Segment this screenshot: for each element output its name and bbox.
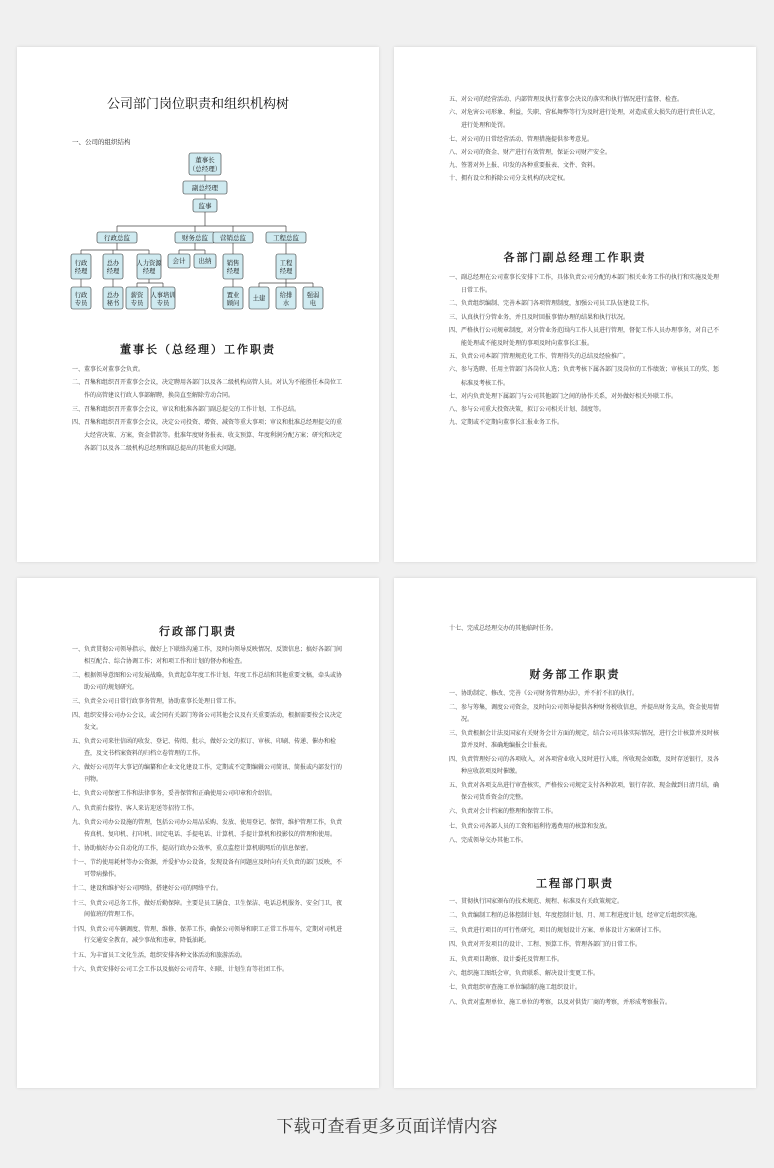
org-chart	[17, 47, 379, 317]
deputy-duties-title: 各部门副总经理工作职责	[503, 251, 647, 264]
document-page-1	[17, 47, 379, 562]
org-text-chairman: 董事长	[195, 156, 215, 164]
org-text-property-consultant: 置业顾问	[226, 292, 240, 307]
deputy-duties-list	[449, 271, 720, 429]
duty-item: 一、副总经理在公司董事长安排下工作，具体负责公司分配的本部门相关业务工作的执行和实施及处理日常工作。	[449, 274, 720, 295]
duty-item: 三、负责进行项目的可行性研究，项目的规划设计方案、单体设计方案研讨工作。	[449, 926, 666, 934]
document-page-3	[17, 578, 379, 1088]
org-text-sales-director: 营销总监	[220, 234, 246, 242]
duty-item: 五、负责公司来往信函的收发、登记、传阅、批示，做好公文的拟订、审核、印刷、传递、催办和检查，及文书档案资料的归档立卷管理的工作。	[72, 738, 337, 757]
finance-duties-list	[449, 688, 720, 850]
admin-duties-title: 行政部门职责	[159, 625, 237, 638]
duty-item: 九、签署对外上报、印发的各种重要报表、文件、资料。	[449, 162, 600, 170]
duty-item: 十、协助搞好办公自动化的工作，提高行政办公效率，重点监控计算机联网后的信息保密。	[72, 845, 313, 853]
document-title: 公司部门岗位职责和组织机构树	[106, 97, 289, 112]
duty-item: 八、对公司的资金、财产进行有效管理，保证公司财产安全。	[449, 148, 612, 156]
engineering-duties-title: 工程部门职责	[536, 877, 614, 890]
org-text-engineering-manager: 工程经理	[279, 260, 293, 275]
org-section-label: 一、公司的组织结构	[72, 138, 131, 146]
org-text-plumbing: 给排水	[279, 292, 293, 307]
org-text-payroll-staff: 薪资专员	[130, 292, 144, 307]
duty-item: 八、负责对监理单位、施工单位的考察，以及对供货厂商的考察，并形成考察报告。	[449, 998, 672, 1006]
chairman-duties-title: 董事长（总经理）工作职责	[120, 343, 276, 356]
duty-item: 二、召集和组织召开董事会会议，决定聘用各部门以及各二级机构高管人员。对认为不能胜任本岗位工作的高管建议行政人事部解聘，换岗直至解除劳动合同。	[72, 379, 343, 400]
duty-item: 四、组织安排公司办公会议，或会同有关部门筹备公司其他会议及有关重要活动，根据需要按会议决定发文。	[72, 712, 343, 731]
document-page-4	[394, 578, 756, 1088]
duty-item: 六、负责对会计档案的整理和保管工作。	[449, 808, 558, 816]
duty-item: 七、负责组织审查施工单位编制的施工组织设计。	[449, 984, 582, 992]
org-text-deputy: 副总经理	[192, 184, 218, 192]
duty-item: 九、负责公司办公设施的管理，包括公司办公用品采购、发放、使用登记、保管，维护管理工作，负责传真机、复印机、打印机、固定电话、手提电话、计算机、手提计算机和投影仪的管理和使用。	[72, 819, 343, 838]
duty-item: 十、拥有设立和拆除公司分支机构的决定权。	[449, 175, 570, 183]
duty-item: 四、负责对开发项目的设计、工程、预算工作，管理各部门的日常工作。	[449, 941, 642, 949]
org-text-admin-manager: 行政经理	[74, 260, 88, 275]
duty-item: 六、组织施工图纸会审，负责联系、解决设计变更工作。	[449, 969, 600, 977]
duty-item: 三、负责根据会计法及国家有关财务会计方面的规定，结合公司具体实际情况，进行会计核算并及时核算并及时、准确地编报会计报表。	[449, 730, 720, 749]
duty-item: 十二、建设和维护好公司网络，搭建好公司的网络平台。	[72, 885, 223, 893]
chairman-duties-list	[72, 363, 343, 455]
engineering-duties-list	[449, 896, 720, 1011]
duty-item: 八、完成领导交办其他工作。	[449, 837, 528, 845]
duty-item: 三、召集和组织召开董事会会议，审议和批准各部门副总提交的工作计划、工作总结。	[72, 405, 301, 413]
duty-item: 六、对危害公司形象、利益，失职、营私舞弊等行为及时进行处理，对造成重大损失的进行责任认定，进行处理和处罚。	[449, 109, 720, 130]
duty-item: 六、参与选聘、任用主管部门各岗位人选；负责考核下属各部门及岗位的工作绩效；审核员工的奖、惩标准及考核工作。	[449, 366, 720, 387]
duty-item: 一、贯彻执行国家颁布的技术规范、规程、标准及有关政策规定。	[449, 898, 624, 905]
duty-item: 十一、节约使用耗材等办公资源，并爱护办公设备，发现设备有问题应及时向有关负责的部门反映，不可带病操作。	[72, 859, 343, 879]
org-text-sales-manager: 销售经理	[226, 260, 240, 275]
org-text-admin-director: 行政总监	[104, 234, 130, 242]
duty-item: 二、负责组织编制、完善本部门各项管理制度，加强公司员工队伍建设工作。	[449, 300, 654, 308]
duty-item: 十五、为丰富员工文化生活，组织安排各种文体活动和旅游活动。	[72, 951, 247, 959]
chairman-duties-continued	[449, 93, 720, 185]
org-text-electrical: 强弱电	[306, 292, 320, 307]
org-text-accountant: 会计	[172, 257, 186, 265]
duty-item: 二、负责编制工程的总体控制计划、年度控制计划、月、周工程进度计划，经审定后组织实施。	[449, 912, 702, 920]
org-text-engineering-director: 工程总监	[273, 234, 299, 242]
duty-item: 三、认真执行分管业务，并且及时回报事情办理的结果和执行状况。	[449, 313, 630, 321]
duty-item: 十四、负责公司车辆调度、管理、维修、保养工作，确保公司领导和职工正常工作用车，定期对司机进行交通安全教育，减少事故和违章，降低油耗。	[72, 925, 343, 945]
duty-item: 一、协助制定、修改、完善《公司财务管理办法》，并不折不扣的执行。	[449, 690, 639, 697]
duty-item: 五、对公司的经营活动、内部管理及执行董事会决议的落实和执行情况进行监督、检查。	[449, 96, 684, 103]
duty-item: 四、召集和组织召开董事会会议，决定公司投资、增资、减资等重大事项；审议和批准总经理提交的重大经营决策、方案，资金借款等。批准年度财务报表、收支预算、年度利润分配方案；研究和决定各部门以及各二级机构总经理和副总提出的其他重大问题。	[72, 418, 343, 453]
org-text-chairman-sub: （总经理）	[188, 165, 222, 173]
duty-item: 二、参与筹集，调度公司资金，及时向公司领导提供各种财务税收信息，并提出财务支出，资金使用情况。	[449, 704, 720, 723]
duty-item: 五、负责公司本部门管理规范化工作、管理得失的总结及经验推广。	[449, 353, 630, 361]
duty-item: 四、负责管理好公司的各项收入，对各项营业收入及时进行入账，所收现金如数，及时存送银行，及各种应收款项及时催缴。	[449, 756, 720, 775]
org-text-secretary: 总办秘书	[106, 292, 120, 307]
duty-item: 八、负责前台接待、客人来访迎送等招待工作。	[72, 804, 199, 812]
org-text-civil: 土建	[252, 295, 266, 302]
duty-item: 十三、负责公司总务工作，做好后勤保障。主要是员工膳食、卫生保洁、电话总机服务、安全门卫，夜间值班的管理工作。	[72, 899, 343, 919]
finance-duties-title: 财务部工作职责	[529, 668, 621, 681]
duty-item: 二、根据领导意图和公司发展战略，负责起草年度工作计划、年度工作总结和其他重要文稿，牵头或协助公司的规划研究。	[72, 671, 343, 691]
duty-item: 七、对内负责处理下属部门与公司其他部门之间的协作关系，对外做好相关外联工作。	[449, 392, 678, 400]
duty-item: 一、董事长对董事会负责。	[72, 366, 145, 373]
admin-duties-list	[72, 644, 343, 979]
download-more-caption[interactable]: 下载可查看更多页面详情内容	[276, 1117, 498, 1137]
duty-item: 五、负责项目勘察、设计委托及管理工作。	[449, 955, 564, 963]
duty-item: 一、负责贯彻公司领导指示，做好上下联络沟通工作，及时向领导反映情况、反馈信息；搞好各部门间相互配合、综合协调工作；对和项工作和计划的督办和检查。	[72, 646, 343, 665]
duty-item: 十六、负责安排好公司工会工作以及搞好公司青年、妇联、计划生育等社团工作。	[72, 966, 289, 974]
org-text-finance-director: 财务总监	[182, 234, 208, 242]
document-page-2	[394, 47, 756, 562]
org-text-supervisor: 监事	[198, 202, 212, 210]
duty-item: 四、严格执行公司规章制度，对分管业务范围内工作人员进行管理，督促工作人员办理事务，对自己不能处理或不能及时处理的事项及时向董事长汇报。	[449, 326, 720, 348]
duty-item: 七、对公司的日常经营活动、管理措施提供参考意见。	[449, 135, 594, 143]
duty-item: 八、参与公司重大投资决策，拟订公司相关计划、制度等。	[449, 406, 606, 414]
duty-item: 三、负责全公司日常行政事务管理，协助董事长处理日常工作。	[72, 697, 241, 705]
duty-item: 七、负责公司各部人员的工资和福利待遇费用的核算和发放。	[449, 822, 612, 830]
org-text-hr-training-staff: 人事培训专员	[150, 292, 176, 307]
org-text-cashier: 出纳	[198, 257, 212, 265]
org-text-admin-staff: 行政专员	[74, 292, 88, 307]
admin-duties-continued	[449, 622, 720, 635]
duty-item: 十七、完成总经理交办的其他临时任务。	[449, 625, 558, 632]
duty-item: 七、负责公司保密工作和法律事务，妥善保管和正确使用公司印章和介绍信。	[72, 790, 277, 798]
duty-item: 五、负责对各项支出进行审查核实，严格按公司规定支付各种款项，银行存款、现金做到日清月结，确保公司货币资金的完整。	[449, 782, 720, 801]
org-text-office-manager: 总办经理	[106, 260, 120, 275]
duty-item: 六、做好公司历年大事记的编纂和企业文化建设工作，定期或不定期编辑公司简讯、简报或内部发行的刊物。	[72, 764, 343, 783]
org-text-hr-manager: 人力资源经理	[136, 260, 162, 275]
duty-item: 九、定期或不定期向董事长汇报业务工作。	[449, 419, 564, 427]
